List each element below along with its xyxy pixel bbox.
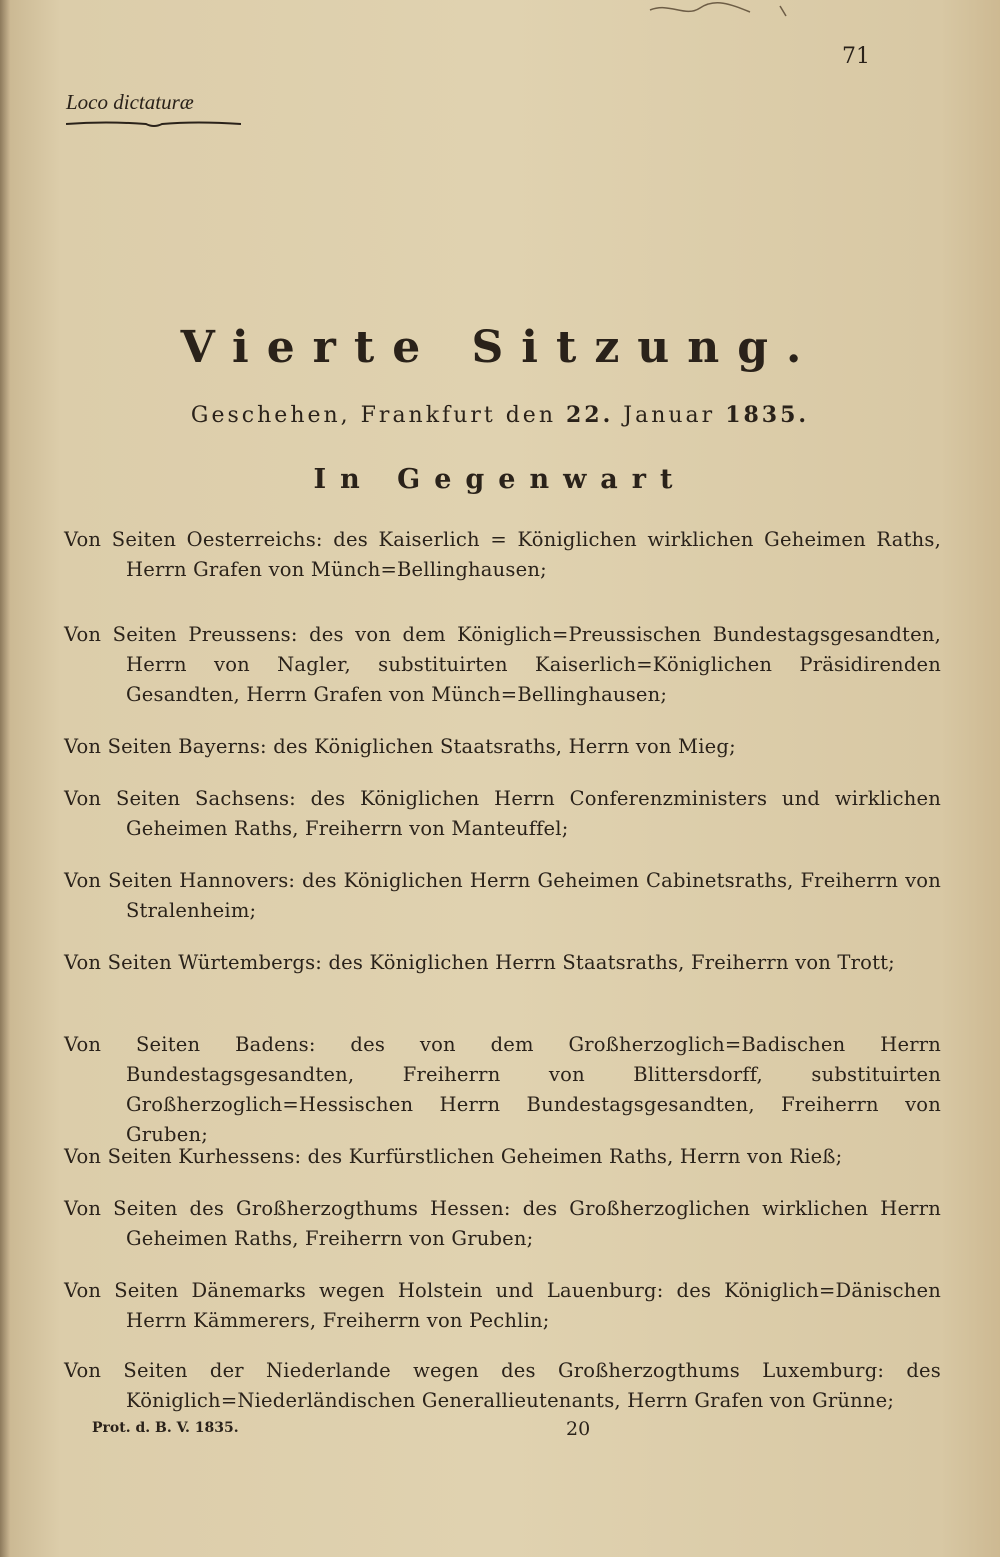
attendance-entry: Von Seiten der Niederlande wegen des Großherzogthums Luxemburg: des Königlich=Niederländischen Generallieutenants, Herrn Grafen von Grünne; [64, 1359, 941, 1412]
ink-scribble-mark [640, 0, 820, 40]
attendance-entry: Von Seiten des Großherzogthums Hessen: des Großherzoglichen wirklichen Herrn Geheimen Raths, Freiherrn von Gruben; [64, 1197, 941, 1250]
page-number: 71 [842, 44, 870, 69]
dateline [0, 402, 1000, 428]
attendance-entry: Von Seiten Badens: des von dem Großherzoglich=Badischen Herrn Bundestagsgesandten, Freiherrn von Blittersdorff, substituirten Großherzoglich=Hessischen Herrn Bundestagsgesandten, Freiherrn von Gruben; [64, 1033, 941, 1146]
dateline-day: 22. [566, 402, 614, 428]
session-title: Vierte Sitzung. [180, 322, 820, 373]
attendance-entry: Von Seiten Bayerns: des Königlichen Staatsraths, Herrn von Mieg; [64, 735, 736, 758]
sheet-number: 20 [566, 1418, 591, 1440]
attendance-entry: Von Seiten Kurhessens: des Kurfürstlichen Geheimen Raths, Herrn von Rieß; [64, 1145, 843, 1168]
attendance-entry: Von Seiten Dänemarks wegen Holstein und Lauenburg: des Königlich=Dänischen Herrn Kämmerers, Freiherrn von Pechlin; [64, 1279, 941, 1332]
flourish-rule [66, 119, 241, 129]
attendance-entry: Von Seiten Würtembergs: des Königlichen Herrn Staatsraths, Freiherrn von Trott; [64, 951, 895, 974]
attendance-entry: Von Seiten Oesterreichs: des Kaiserlich = Königlichen wirklichen Geheimen Raths, Herrn Grafen von Münch=Bellinghausen; [64, 528, 941, 581]
book-spine-shadow [0, 0, 10, 1557]
presence-heading: In Gegenwart [313, 464, 687, 495]
dateline-year: 1835. [725, 402, 810, 428]
margin-note: Loco dictaturæ [66, 90, 194, 114]
attendance-entry: Von Seiten Sachsens: des Königlichen Herrn Conferenzministers und wirklichen Geheimen Raths, Freiherrn von Manteuffel; [64, 787, 941, 840]
attendance-entry: Von Seiten Preussens: des von dem Königlich=Preussischen Bundestagsgesandten, Herrn von Nagler, substituirten Kaiserlich=Königlichen Präsidirenden Gesandten, Herrn Grafen von Münch=Bellinghausen; [64, 623, 941, 706]
attendance-entry: Von Seiten Hannovers: des Königlichen Herrn Geheimen Cabinetsraths, Freiherrn von Stralenheim; [64, 869, 941, 922]
dateline-prefix: Geschehen, Frankfurt den [190, 403, 556, 428]
dateline-month: Januar [623, 403, 716, 428]
protocol-signature: Prot. d. B. V. 1835. [92, 1420, 239, 1436]
